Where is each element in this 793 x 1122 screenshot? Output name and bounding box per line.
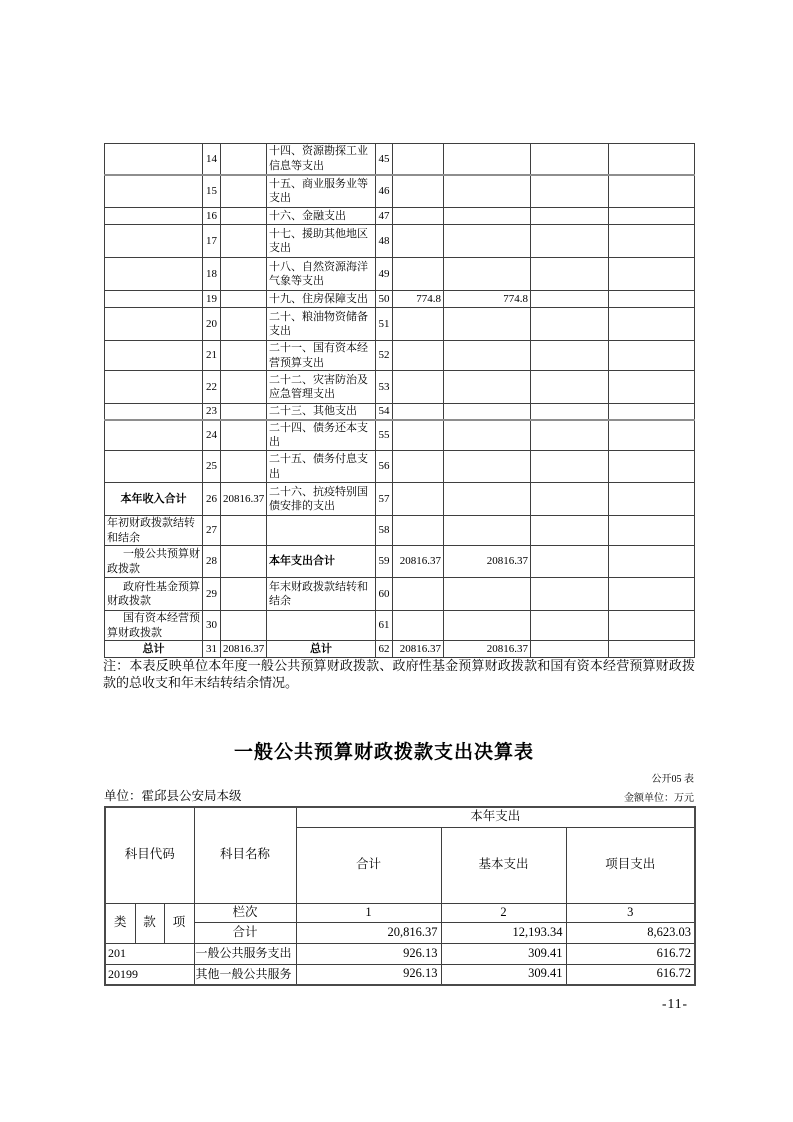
current-year-expenditure-header: 本年支出 <box>296 807 695 827</box>
subject-code-header: 科目代码 <box>105 807 194 903</box>
amount-total-cell: 20816.37 <box>393 641 444 658</box>
upper-table-row <box>105 404 695 420</box>
upper-table-row <box>105 420 695 451</box>
income-row-number-cell: 31 <box>203 641 221 658</box>
income-amount-cell <box>221 404 267 420</box>
amount-gov-fund-cell <box>531 516 609 546</box>
amount-general-budget-cell <box>444 451 531 483</box>
fund-summary-table <box>104 143 695 658</box>
income-amount-cell <box>221 516 267 546</box>
amount-general-budget-cell <box>444 420 531 451</box>
grand-total-project: 8,623.03 <box>566 922 695 943</box>
upper-table-row <box>105 225 695 258</box>
amount-state-capital-cell <box>609 516 695 546</box>
expense-item-cell: 十五、商业服务业等支出 <box>267 175 376 208</box>
column-index-label: 栏次 <box>194 903 296 922</box>
expense-item-cell: 二十三、其他支出 <box>267 404 376 420</box>
unit-label: 单位：霍邱县公安局本级 <box>104 789 242 803</box>
amount-total-cell <box>393 308 444 341</box>
project-expenditure-header: 项目支出 <box>566 827 695 903</box>
expense-row-number-cell: 61 <box>376 611 393 641</box>
amount-total-cell <box>393 371 444 404</box>
upper-table-row <box>105 641 695 658</box>
amount-gov-fund-cell <box>531 225 609 258</box>
income-amount-cell <box>221 175 267 208</box>
expense-row-number-cell: 56 <box>376 451 393 483</box>
amount-unit-label: 金额单位：万元 <box>624 793 694 804</box>
expense-row-number-cell: 52 <box>376 341 393 371</box>
amount-state-capital-cell <box>609 225 695 258</box>
income-row-number-cell: 28 <box>203 546 221 578</box>
amount-general-budget-cell <box>444 516 531 546</box>
amount-general-budget-cell <box>444 341 531 371</box>
column-number-2: 2 <box>441 903 566 922</box>
amount-general-budget-cell <box>444 258 531 291</box>
subject-code-cell: 20199 <box>105 964 194 985</box>
amount-total-cell <box>393 483 444 516</box>
amount-state-capital-cell <box>609 144 695 175</box>
amount-gov-fund-cell <box>531 641 609 658</box>
amount-general-budget-cell <box>444 175 531 208</box>
upper-table-row <box>105 308 695 341</box>
expense-row-number-cell: 46 <box>376 175 393 208</box>
amount-gov-fund-cell <box>531 483 609 516</box>
income-amount-cell <box>221 144 267 175</box>
expense-item-cell: 十九、住房保障支出 <box>267 291 376 308</box>
grand-total-amount: 20,816.37 <box>296 922 441 943</box>
income-item-cell <box>105 451 203 483</box>
expense-row-number-cell: 58 <box>376 516 393 546</box>
income-amount-cell <box>221 451 267 483</box>
column-number-1: 1 <box>296 903 441 922</box>
amount-total-cell <box>393 208 444 225</box>
upper-table-row <box>105 208 695 225</box>
amount-total-cell <box>393 611 444 641</box>
basic-amount-cell: 309.41 <box>441 964 566 985</box>
amount-state-capital-cell <box>609 208 695 225</box>
expense-item-cell: 二十四、债务还本支出 <box>267 420 376 451</box>
upper-table-row <box>105 258 695 291</box>
amount-general-budget-cell: 774.8 <box>444 291 531 308</box>
income-item-cell <box>105 420 203 451</box>
upper-table-row <box>105 341 695 371</box>
amount-gov-fund-cell <box>531 546 609 578</box>
expense-row-number-cell: 47 <box>376 208 393 225</box>
expense-row-number-cell: 48 <box>376 225 393 258</box>
amount-gov-fund-cell <box>531 175 609 208</box>
expense-item-cell: 总计 <box>267 641 376 658</box>
amount-total-cell <box>393 175 444 208</box>
subject-name-header: 科目名称 <box>194 807 296 903</box>
amount-general-budget-cell <box>444 308 531 341</box>
expense-item-cell: 十七、援助其他地区支出 <box>267 225 376 258</box>
amount-total-cell <box>393 404 444 420</box>
amount-total-cell <box>393 144 444 175</box>
income-amount-cell: 20816.37 <box>221 483 267 516</box>
page-number: -11- <box>662 996 688 1011</box>
amount-total-cell: 774.8 <box>393 291 444 308</box>
amount-gov-fund-cell <box>531 308 609 341</box>
expense-item-cell: 年末财政拨款结转和结余 <box>267 578 376 611</box>
amount-gov-fund-cell <box>531 578 609 611</box>
expense-item-cell <box>267 611 376 641</box>
upper-table-row <box>105 144 695 175</box>
amount-general-budget-cell <box>444 578 531 611</box>
income-amount-cell <box>221 291 267 308</box>
expense-row-number-cell: 62 <box>376 641 393 658</box>
expense-item-cell: 二十二、灾害防治及应急管理支出 <box>267 371 376 404</box>
income-row-number-cell: 19 <box>203 291 221 308</box>
upper-table-row <box>105 371 695 404</box>
expense-row-number-cell: 60 <box>376 578 393 611</box>
amount-total-cell <box>393 516 444 546</box>
expense-row-number-cell: 57 <box>376 483 393 516</box>
income-row-number-cell: 23 <box>203 404 221 420</box>
amount-state-capital-cell <box>609 341 695 371</box>
income-amount-cell <box>221 308 267 341</box>
amount-state-capital-cell <box>609 546 695 578</box>
amount-state-capital-cell <box>609 641 695 658</box>
amount-gov-fund-cell <box>531 404 609 420</box>
amount-state-capital-cell <box>609 258 695 291</box>
total-amount-cell: 926.13 <box>296 964 441 985</box>
income-item-cell <box>105 144 203 175</box>
basic-amount-cell: 309.41 <box>441 943 566 964</box>
expense-item-cell: 二十六、抗疫特别国债安排的支出 <box>267 483 376 516</box>
amount-total-cell <box>393 578 444 611</box>
upper-table-row <box>105 483 695 516</box>
income-row-number-cell: 22 <box>203 371 221 404</box>
grand-total-label: 合计 <box>194 922 296 943</box>
amount-state-capital-cell <box>609 611 695 641</box>
income-row-number-cell: 24 <box>203 420 221 451</box>
amount-state-capital-cell <box>609 404 695 420</box>
amount-gov-fund-cell <box>531 144 609 175</box>
amount-general-budget-cell <box>444 483 531 516</box>
amount-state-capital-cell <box>609 578 695 611</box>
amount-general-budget-cell: 20816.37 <box>444 546 531 578</box>
table-row <box>105 943 695 964</box>
expense-item-cell: 十四、资源勘探工业信息等支出 <box>267 144 376 175</box>
income-amount-cell <box>221 578 267 611</box>
class-header-cell: 类 <box>105 903 135 943</box>
income-item-cell <box>105 371 203 404</box>
amount-gov-fund-cell <box>531 291 609 308</box>
table-row <box>105 964 695 985</box>
income-amount-cell <box>221 341 267 371</box>
expense-row-number-cell: 45 <box>376 144 393 175</box>
amount-gov-fund-cell <box>531 258 609 291</box>
amount-total-cell <box>393 341 444 371</box>
table-code-label: 公开05 表 <box>651 774 694 785</box>
expense-row-number-cell: 59 <box>376 546 393 578</box>
expense-row-number-cell: 53 <box>376 371 393 404</box>
column-number-3: 3 <box>566 903 695 922</box>
income-item-cell: 一般公共预算财政拨款 <box>105 546 203 578</box>
income-row-number-cell: 25 <box>203 451 221 483</box>
total-amount-cell: 926.13 <box>296 943 441 964</box>
column-index-row <box>105 903 695 922</box>
amount-state-capital-cell <box>609 420 695 451</box>
amount-general-budget-cell <box>444 371 531 404</box>
subject-code-cell: 201 <box>105 943 194 964</box>
amount-general-budget-cell <box>444 611 531 641</box>
income-item-cell <box>105 175 203 208</box>
amount-gov-fund-cell <box>531 208 609 225</box>
income-item-cell <box>105 308 203 341</box>
income-item-cell: 国有资本经营预算财政拨款 <box>105 611 203 641</box>
income-amount-cell <box>221 420 267 451</box>
amount-state-capital-cell <box>609 308 695 341</box>
amount-state-capital-cell <box>609 175 695 208</box>
income-item-cell <box>105 208 203 225</box>
amount-general-budget-cell <box>444 404 531 420</box>
income-row-number-cell: 15 <box>203 175 221 208</box>
amount-general-budget-cell <box>444 144 531 175</box>
income-item-cell <box>105 225 203 258</box>
income-item-cell: 总计 <box>105 641 203 658</box>
income-row-number-cell: 21 <box>203 341 221 371</box>
amount-gov-fund-cell <box>531 341 609 371</box>
clause-header-cell: 款 <box>135 903 164 943</box>
amount-general-budget-cell <box>444 208 531 225</box>
income-item-cell: 本年收入合计 <box>105 483 203 516</box>
amount-state-capital-cell <box>609 483 695 516</box>
amount-gov-fund-cell <box>531 451 609 483</box>
upper-table-row <box>105 578 695 611</box>
grand-total-row <box>105 922 695 943</box>
amount-total-cell <box>393 451 444 483</box>
expense-item-cell: 二十、粮油物资储备支出 <box>267 308 376 341</box>
upper-table-row <box>105 175 695 208</box>
amount-gov-fund-cell <box>531 420 609 451</box>
income-row-number-cell: 27 <box>203 516 221 546</box>
project-amount-cell: 616.72 <box>566 964 695 985</box>
income-row-number-cell: 26 <box>203 483 221 516</box>
income-row-number-cell: 20 <box>203 308 221 341</box>
amount-state-capital-cell <box>609 291 695 308</box>
upper-table-row <box>105 611 695 641</box>
amount-total-cell <box>393 420 444 451</box>
expense-row-number-cell: 51 <box>376 308 393 341</box>
income-amount-cell <box>221 208 267 225</box>
expense-row-number-cell: 55 <box>376 420 393 451</box>
income-item-cell <box>105 341 203 371</box>
amount-total-cell <box>393 225 444 258</box>
upper-table-row <box>105 291 695 308</box>
income-amount-cell <box>221 546 267 578</box>
basic-expenditure-header: 基本支出 <box>441 827 566 903</box>
income-amount-cell <box>221 371 267 404</box>
amount-state-capital-cell <box>609 451 695 483</box>
income-item-cell <box>105 404 203 420</box>
expense-row-number-cell: 54 <box>376 404 393 420</box>
amount-total-cell <box>393 258 444 291</box>
upper-table-row <box>105 451 695 483</box>
income-row-number-cell: 29 <box>203 578 221 611</box>
income-row-number-cell: 18 <box>203 258 221 291</box>
income-amount-cell <box>221 258 267 291</box>
general-budget-expenditure-table <box>104 806 696 986</box>
amount-general-budget-cell: 20816.37 <box>444 641 531 658</box>
table-note: 注：本表反映单位本年度一般公共预算财政拨款、政府性基金预算财政拨款和国有资本经营预算财政拨款的总收支和年末结转结余情况。 <box>103 658 695 690</box>
income-amount-cell: 20816.37 <box>221 641 267 658</box>
amount-gov-fund-cell <box>531 611 609 641</box>
income-row-number-cell: 16 <box>203 208 221 225</box>
income-amount-cell <box>221 611 267 641</box>
header-row-1 <box>105 807 695 827</box>
expense-item-cell: 二十五、债务付息支出 <box>267 451 376 483</box>
upper-table-row <box>105 546 695 578</box>
item-header-cell: 项 <box>164 903 194 943</box>
amount-gov-fund-cell <box>531 371 609 404</box>
income-item-cell: 年初财政拨款结转和结余 <box>105 516 203 546</box>
amount-state-capital-cell <box>609 371 695 404</box>
income-item-cell: 政府性基金预算财政拨款 <box>105 578 203 611</box>
amount-total-cell: 20816.37 <box>393 546 444 578</box>
amount-general-budget-cell <box>444 225 531 258</box>
expense-item-cell <box>267 516 376 546</box>
income-item-cell <box>105 258 203 291</box>
expense-item-cell: 二十一、国有资本经营预算支出 <box>267 341 376 371</box>
income-row-number-cell: 17 <box>203 225 221 258</box>
section-title: 一般公共预算财政拨款支出决算表 <box>233 742 534 763</box>
project-amount-cell: 616.72 <box>566 943 695 964</box>
subject-name-cell: 其他一般公共服务 <box>194 964 296 985</box>
expense-item-cell: 本年支出合计 <box>267 546 376 578</box>
income-row-number-cell: 30 <box>203 611 221 641</box>
expense-row-number-cell: 49 <box>376 258 393 291</box>
subject-name-cell: 一般公共服务支出 <box>194 943 296 964</box>
expense-row-number-cell: 50 <box>376 291 393 308</box>
income-item-cell <box>105 291 203 308</box>
total-column-header: 合计 <box>296 827 441 903</box>
expense-item-cell: 十八、自然资源海洋气象等支出 <box>267 258 376 291</box>
income-amount-cell <box>221 225 267 258</box>
expense-item-cell: 十六、金融支出 <box>267 208 376 225</box>
income-row-number-cell: 14 <box>203 144 221 175</box>
grand-total-basic: 12,193.34 <box>441 922 566 943</box>
upper-table-row <box>105 516 695 546</box>
